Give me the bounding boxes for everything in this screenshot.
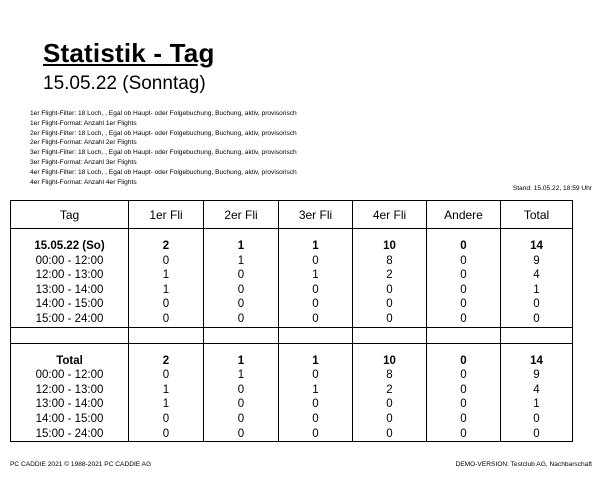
value-cell: 0 — [204, 283, 279, 298]
value-cell: 0 — [204, 427, 279, 442]
table-summary-row — [11, 239, 573, 254]
table-row — [11, 412, 573, 427]
value-cell: 9 — [501, 368, 573, 383]
value-cell: 0 — [427, 239, 501, 254]
value-cell: 0 — [204, 383, 279, 398]
value-cell: 8 — [353, 368, 427, 383]
value-cell: 1 — [129, 268, 204, 283]
value-cell: 4 — [501, 268, 573, 283]
column-header-1er: 1er Fli — [129, 201, 204, 229]
value-cell: 0 — [204, 412, 279, 427]
value-cell: 0 — [279, 297, 353, 312]
spacer-cell — [279, 229, 353, 240]
table-row — [11, 254, 573, 269]
row-label-cell: 15:00 - 24:00 — [11, 427, 129, 442]
filter-line: 3er Flight-Format: Anzahl 3er Flights — [30, 158, 137, 166]
value-cell: 0 — [427, 268, 501, 283]
value-cell: 14 — [501, 354, 573, 369]
table-row — [11, 268, 573, 283]
value-cell: 0 — [279, 283, 353, 298]
table-row — [11, 427, 573, 442]
value-cell: 0 — [204, 268, 279, 283]
table-row — [11, 283, 573, 298]
column-header-3er: 3er Fli — [279, 201, 353, 229]
value-cell: 0 — [204, 397, 279, 412]
row-label-cell: 14:00 - 15:00 — [11, 297, 129, 312]
value-cell: 4 — [501, 383, 573, 398]
page-subtitle-date: 15.05.22 (Sonntag) — [43, 73, 206, 94]
divider-cell — [11, 327, 129, 343]
footer-demo-version: DEMO-VERSION: Testclub AG, Nachbarschaft — [455, 461, 592, 468]
filter-line: 1er Flight-Format: Anzahl 1er Flights — [30, 119, 137, 127]
table-header-row — [11, 201, 573, 229]
value-cell: 1 — [129, 383, 204, 398]
value-cell: 0 — [427, 312, 501, 327]
value-cell: 2 — [129, 354, 204, 369]
divider-cell — [279, 327, 353, 343]
value-cell: 0 — [501, 312, 573, 327]
value-cell: 8 — [353, 254, 427, 269]
row-label-cell: 13:00 - 14:00 — [11, 397, 129, 412]
divider-cell — [353, 327, 427, 343]
value-cell: 1 — [501, 283, 573, 298]
value-cell: 1 — [204, 354, 279, 369]
value-cell: 1 — [129, 283, 204, 298]
value-cell: 0 — [279, 368, 353, 383]
value-cell: 1 — [204, 254, 279, 269]
value-cell: 0 — [129, 412, 204, 427]
row-label-cell: Total — [11, 354, 129, 369]
value-cell: 9 — [501, 254, 573, 269]
spacer-cell — [353, 229, 427, 240]
spacer-cell — [501, 343, 573, 354]
filter-line: 4er Flight-Format: Anzahl 4er Flights — [30, 178, 137, 186]
column-header-2er: 2er Fli — [204, 201, 279, 229]
value-cell: 0 — [427, 254, 501, 269]
divider-cell — [204, 327, 279, 343]
value-cell: 2 — [129, 239, 204, 254]
spacer-cell — [427, 229, 501, 240]
row-label-cell: 12:00 - 13:00 — [11, 268, 129, 283]
column-header-total: Total — [501, 201, 573, 229]
divider-cell — [427, 327, 501, 343]
row-label-cell: 12:00 - 13:00 — [11, 383, 129, 398]
row-label-cell: 14:00 - 15:00 — [11, 412, 129, 427]
value-cell: 0 — [501, 297, 573, 312]
value-cell: 0 — [279, 254, 353, 269]
value-cell: 0 — [427, 368, 501, 383]
value-cell: 0 — [129, 297, 204, 312]
value-cell: 1 — [279, 239, 353, 254]
value-cell: 0 — [129, 254, 204, 269]
value-cell: 1 — [279, 383, 353, 398]
table-spacer-row — [11, 343, 573, 354]
value-cell: 2 — [353, 268, 427, 283]
statistics-table — [10, 200, 573, 442]
spacer-cell — [11, 343, 129, 354]
value-cell: 1 — [129, 397, 204, 412]
value-cell: 0 — [427, 283, 501, 298]
column-header-andere: Andere — [427, 201, 501, 229]
value-cell: 0 — [353, 283, 427, 298]
column-header-tag: Tag — [11, 201, 129, 229]
spacer-cell — [204, 343, 279, 354]
timestamp: Stand: 15.05.22, 18:59 Uhr — [512, 185, 592, 192]
value-cell: 0 — [427, 427, 501, 442]
value-cell: 0 — [353, 297, 427, 312]
footer-copyright: PC CADDIE 2021 © 1988-2021 PC CADDIE AG — [10, 461, 152, 468]
value-cell: 0 — [279, 397, 353, 412]
value-cell: 14 — [501, 239, 573, 254]
table-row — [11, 297, 573, 312]
row-label-cell: 00:00 - 12:00 — [11, 368, 129, 383]
spacer-cell — [11, 229, 129, 240]
spacer-cell — [279, 343, 353, 354]
filter-line: 2er Flight-Filter: 18 Loch, , Egal ob Haupt- oder Folgebuchung, Buchung, aktiv, provisorisch — [30, 129, 297, 137]
value-cell: 1 — [279, 268, 353, 283]
value-cell: 1 — [204, 368, 279, 383]
row-label-cell: 15.05.22 (So) — [11, 239, 129, 254]
table-row — [11, 397, 573, 412]
value-cell: 0 — [279, 427, 353, 442]
spacer-cell — [204, 229, 279, 240]
filter-line: 4er Flight-Filter: 18 Loch, , Egal ob Haupt- oder Folgebuchung, Buchung, aktiv, provisorisch — [30, 168, 297, 176]
filter-description-list — [30, 109, 297, 187]
table-row — [11, 368, 573, 383]
row-label-cell: 00:00 - 12:00 — [11, 254, 129, 269]
spacer-cell — [427, 343, 501, 354]
value-cell: 1 — [204, 239, 279, 254]
value-cell: 0 — [353, 412, 427, 427]
value-cell: 0 — [279, 312, 353, 327]
spacer-cell — [353, 343, 427, 354]
filter-line: 2er Flight-Format: Anzahl 2er Flights — [30, 139, 137, 147]
divider-cell — [501, 327, 573, 343]
value-cell: 2 — [353, 383, 427, 398]
row-label-cell: 13:00 - 14:00 — [11, 283, 129, 298]
value-cell: 0 — [501, 412, 573, 427]
value-cell: 0 — [427, 412, 501, 427]
table-row — [11, 312, 573, 327]
value-cell: 0 — [353, 427, 427, 442]
table-spacer-row — [11, 229, 573, 240]
table-row — [11, 383, 573, 398]
page-title: Statistik - Tag — [43, 38, 215, 68]
value-cell: 0 — [204, 297, 279, 312]
value-cell: 0 — [427, 354, 501, 369]
value-cell: 0 — [129, 427, 204, 442]
value-cell: 10 — [353, 239, 427, 254]
value-cell: 10 — [353, 354, 427, 369]
value-cell: 1 — [501, 397, 573, 412]
spacer-cell — [129, 229, 204, 240]
value-cell: 0 — [129, 368, 204, 383]
divider-cell — [129, 327, 204, 343]
spacer-cell — [129, 343, 204, 354]
value-cell: 1 — [279, 354, 353, 369]
value-cell: 0 — [501, 427, 573, 442]
value-cell: 0 — [427, 383, 501, 398]
table-section-divider — [11, 327, 573, 343]
spacer-cell — [501, 229, 573, 240]
value-cell: 0 — [427, 397, 501, 412]
filter-line: 3er Flight-Filter: 18 Loch, , Egal ob Haupt- oder Folgebuchung, Buchung, aktiv, provisorisch — [30, 149, 297, 157]
value-cell: 0 — [427, 297, 501, 312]
value-cell: 0 — [353, 397, 427, 412]
value-cell: 0 — [204, 312, 279, 327]
row-label-cell: 15:00 - 24:00 — [11, 312, 129, 327]
value-cell: 0 — [353, 312, 427, 327]
table-summary-row — [11, 354, 573, 369]
filter-line: 1er Flight-Filter: 18 Loch, , Egal ob Haupt- oder Folgebuchung, Buchung, aktiv, provisorisch — [30, 110, 297, 117]
value-cell: 0 — [279, 412, 353, 427]
column-header-4er: 4er Fli — [353, 201, 427, 229]
value-cell: 0 — [129, 312, 204, 327]
